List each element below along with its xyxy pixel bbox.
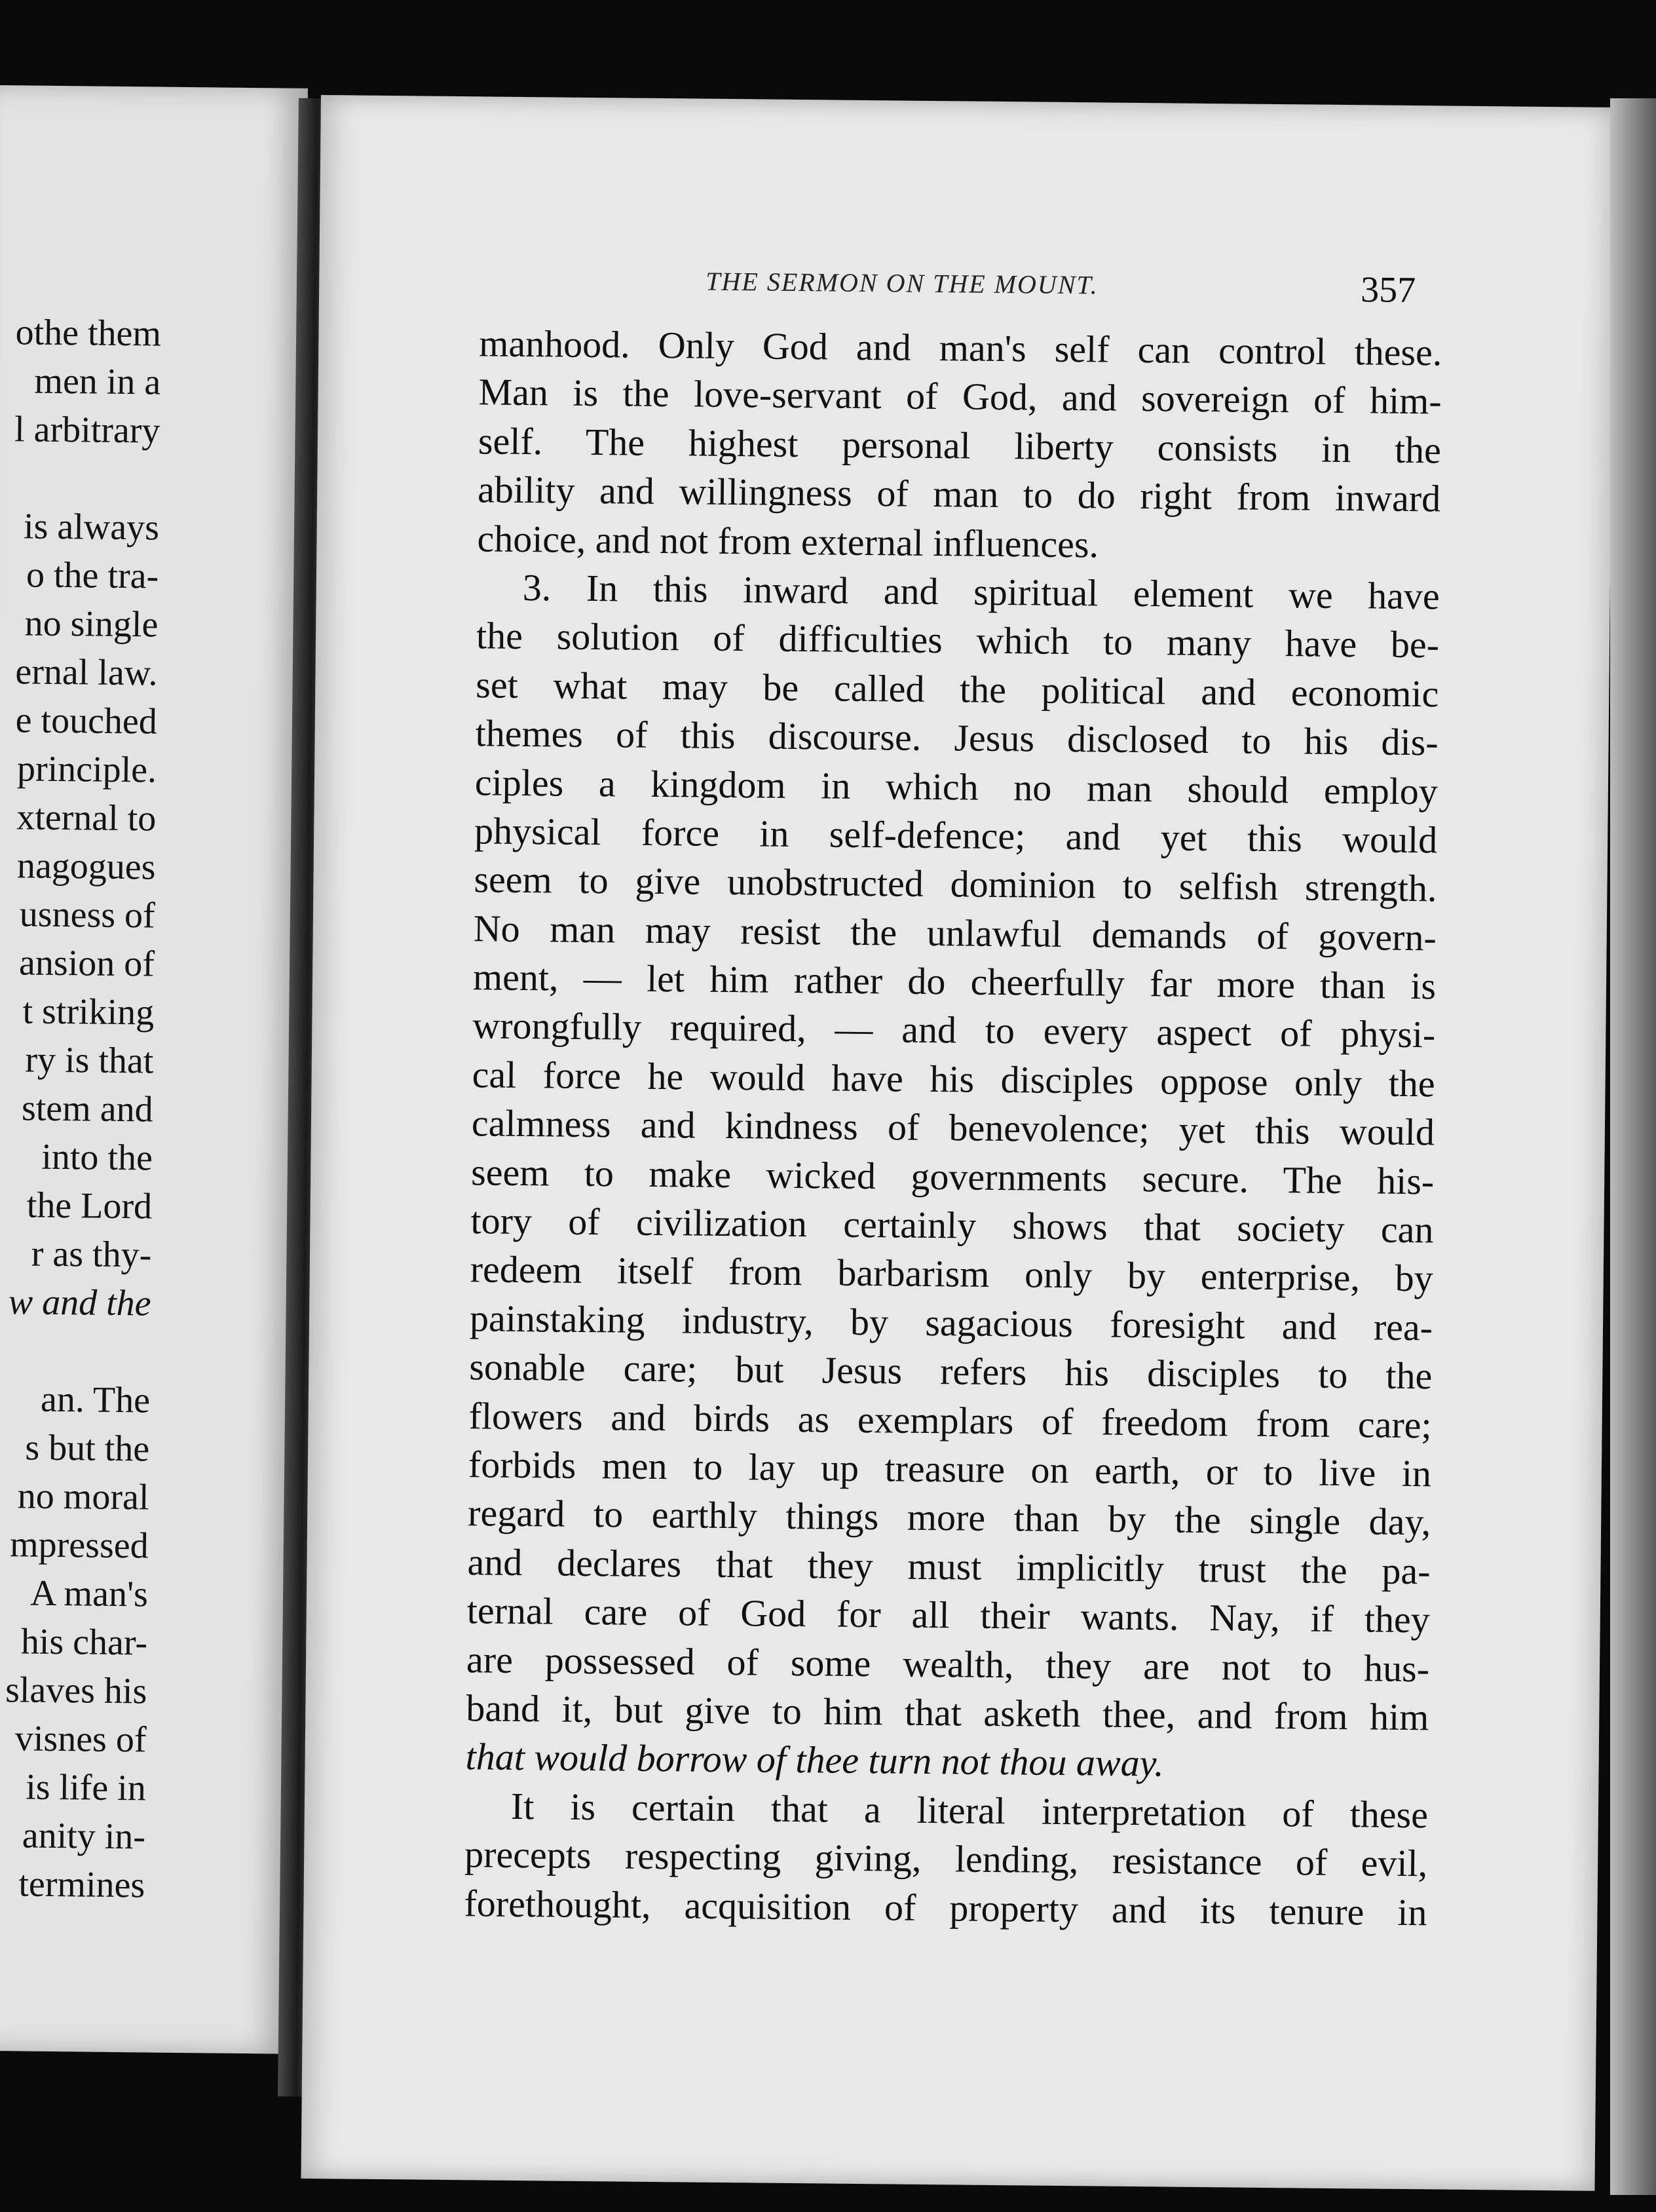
left-page-line: no moral bbox=[17, 1476, 149, 1518]
left-page bbox=[0, 85, 308, 2054]
text-line: calmness and kindness of benevolence; yet this would bbox=[471, 1101, 1435, 1154]
left-page-line: termines bbox=[18, 1863, 145, 1906]
left-page-line: anity in- bbox=[22, 1815, 146, 1858]
text-line: self. The highest personal liberty consists in the bbox=[478, 419, 1442, 472]
text-line: tory of civilization certainly shows that society can bbox=[470, 1199, 1434, 1251]
text-line: redeem itself from barbarism only by enterprise, by bbox=[470, 1248, 1434, 1300]
page-edge-shadow bbox=[1610, 98, 1656, 2195]
text-line: manhood. Only God and man's self can control these. bbox=[479, 322, 1442, 374]
left-page-line: l arbitrary bbox=[14, 409, 160, 451]
left-page-line: o the tra- bbox=[26, 554, 159, 597]
left-page-line: A man's bbox=[29, 1573, 149, 1615]
text-line: set what may be called the political and economic bbox=[476, 663, 1439, 715]
text-line: ment, — let him rather do cheerfully far more than is bbox=[472, 955, 1437, 1008]
text-line: choice, and not from external influences. bbox=[477, 516, 1099, 565]
text-line: seem to give unobstructed dominion to selfish strength. bbox=[474, 858, 1437, 910]
left-page-line: r as thy- bbox=[31, 1233, 152, 1276]
left-page-line: no single bbox=[24, 603, 159, 645]
left-page-line: visnes of bbox=[14, 1718, 147, 1761]
left-page-line: men in a bbox=[34, 360, 161, 403]
left-page-line: othe them bbox=[15, 312, 162, 354]
text-line: painstaking industry, by sagacious foresight and rea- bbox=[469, 1297, 1433, 1349]
left-page-line: usness of bbox=[19, 894, 156, 936]
right-page bbox=[301, 95, 1614, 2191]
text-line: seem to make wicked governments secure. The his- bbox=[470, 1150, 1435, 1203]
left-page-line: xternal to bbox=[16, 797, 157, 839]
text-line-with-italic: band it, but give to him that asketh thee, and from him bbox=[466, 1687, 1429, 1739]
text-line: regard to earthly things more than by the single day, bbox=[467, 1491, 1431, 1544]
page-number: 357 bbox=[1360, 269, 1416, 311]
left-page-line: principle. bbox=[16, 748, 157, 791]
left-page-line: ernal law. bbox=[15, 651, 158, 694]
text-line: cal force he would have his disciples oppose only the bbox=[472, 1053, 1435, 1105]
text-line: forethought, acquisition of property and its tenure in bbox=[464, 1881, 1427, 1934]
left-page-line: the Lord bbox=[26, 1185, 153, 1227]
running-head: THE SERMON ON THE MOUNT. bbox=[706, 266, 1099, 300]
left-page-line: nagogues bbox=[16, 845, 156, 888]
text-line: precepts respecting giving, lending, resistance of evil, bbox=[464, 1833, 1428, 1885]
left-page-line: mpressed bbox=[9, 1524, 149, 1567]
text-line: are possessed of some wealth, they are not to hus- bbox=[466, 1637, 1430, 1690]
paragraph-start-line: It is certain that a literal interpretation of these bbox=[510, 1784, 1429, 1837]
paragraph-start-line: 3. In this inward and spiritual element we have bbox=[522, 565, 1440, 618]
left-page-line: slaves his bbox=[5, 1669, 147, 1712]
text-line: and declares that they must implicitly trust the pa- bbox=[467, 1540, 1431, 1593]
left-page-line: w and the bbox=[8, 1282, 151, 1324]
left-page-line: ansion of bbox=[18, 942, 155, 985]
left-page-line: t striking bbox=[22, 991, 155, 1033]
page-body bbox=[464, 319, 1442, 1937]
left-page-line: ry is that bbox=[25, 1039, 154, 1082]
text-line: wrongfully required, — and to every aspect of physi- bbox=[472, 1004, 1436, 1056]
text-line: themes of this discourse. Jesus disclosed to his dis- bbox=[475, 712, 1439, 764]
text-line: ternal care of God for all their wants. Nay, if they bbox=[466, 1589, 1431, 1641]
text-line: the solution of difficulties which to many have be- bbox=[476, 614, 1440, 666]
italic-quote-line: that would borrow of thee turn not thou away. bbox=[465, 1735, 1164, 1785]
left-page-line: an. The bbox=[40, 1379, 151, 1421]
left-page-line: is always bbox=[23, 506, 160, 548]
text-line: ciples a kingdom in which no man should employ bbox=[474, 760, 1439, 812]
left-page-line: stem and bbox=[21, 1088, 153, 1130]
text-line: ability and willingness of man to do right from inward bbox=[477, 468, 1441, 520]
text-line: Man is the love-servant of God, and sovereign of him- bbox=[478, 370, 1442, 423]
left-page-line: is life in bbox=[25, 1766, 147, 1809]
left-page-line: e touched bbox=[15, 700, 158, 742]
text-line: flowers and birds as exemplars of freedom from care; bbox=[468, 1394, 1432, 1446]
left-page-line: s but the bbox=[25, 1427, 150, 1470]
left-page-line: into the bbox=[41, 1136, 153, 1179]
text-line: physical force in self-defence; and yet this would bbox=[474, 809, 1438, 862]
text-line: forbids men to lay up treasure on earth, or to live in bbox=[468, 1443, 1432, 1495]
text-line: sonable care; but Jesus refers his disciples to the bbox=[469, 1345, 1433, 1398]
text-line: No man may resist the unlawful demands of govern- bbox=[473, 906, 1437, 959]
left-page-line: his char- bbox=[20, 1621, 148, 1664]
